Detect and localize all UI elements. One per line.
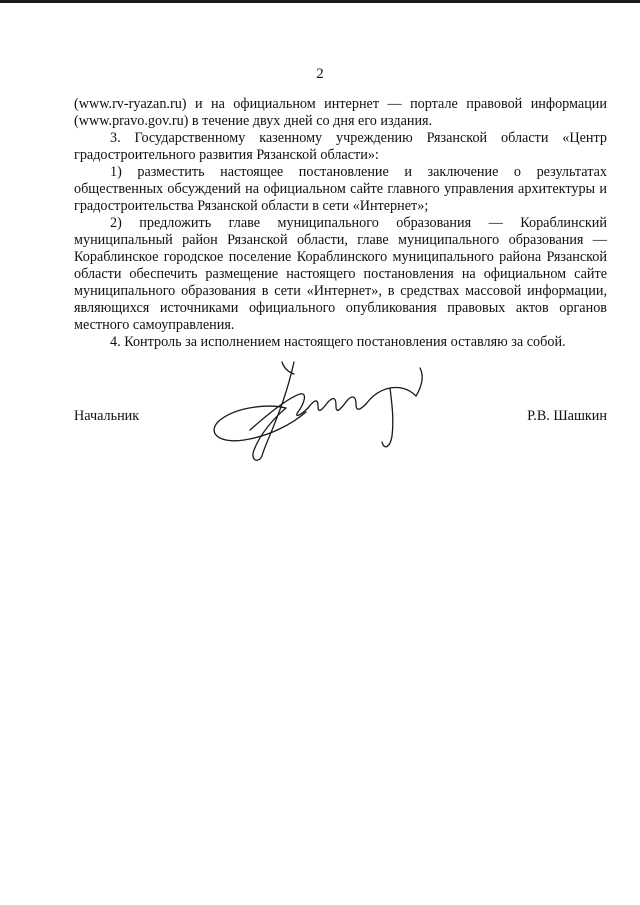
paragraph-subitem-2: 2) предложить главе муниципального образования — Кораблинский муниципальный район Рязанской области, главе муниципального образования — Кораблинское городское поселение Кораблинского муниципального района Рязанской области обеспечить размещение настоящего постановления на официальном сайте муниципального образования в сети «Интернет», в средствах массовой информации, являющихся источниками официального опубликования правовых актов органов местного самоуправления. bbox=[74, 215, 607, 333]
paragraph-continuation: (www.rv-ryazan.ru) и на официальном интернет — портале правовой информации (www.pravo.gov.ru) в течение двух дней со дня его издания. bbox=[74, 96, 607, 129]
paragraph-item-4: 4. Контроль за исполнением настоящего постановления оставляю за собой. bbox=[110, 334, 566, 350]
signature-block bbox=[74, 400, 607, 470]
paragraph-subitem-1: 1) разместить настоящее постановление и заключение о результатах общественных обсуждений на официальном сайте главного управления архитектуры и градостроительства Рязанской области в сети «Интернет»; bbox=[74, 164, 607, 214]
page-number: 2 bbox=[316, 66, 324, 82]
scan-top-edge bbox=[0, 0, 640, 3]
signatory-name: Р.В. Шашкин bbox=[527, 408, 607, 424]
document-body bbox=[74, 96, 607, 351]
signatory-position: Начальник bbox=[74, 408, 140, 424]
paragraph-item-3: 3. Государственному казенному учреждению Рязанской области «Центр градостроительного развития Рязанской области»: bbox=[74, 130, 607, 163]
